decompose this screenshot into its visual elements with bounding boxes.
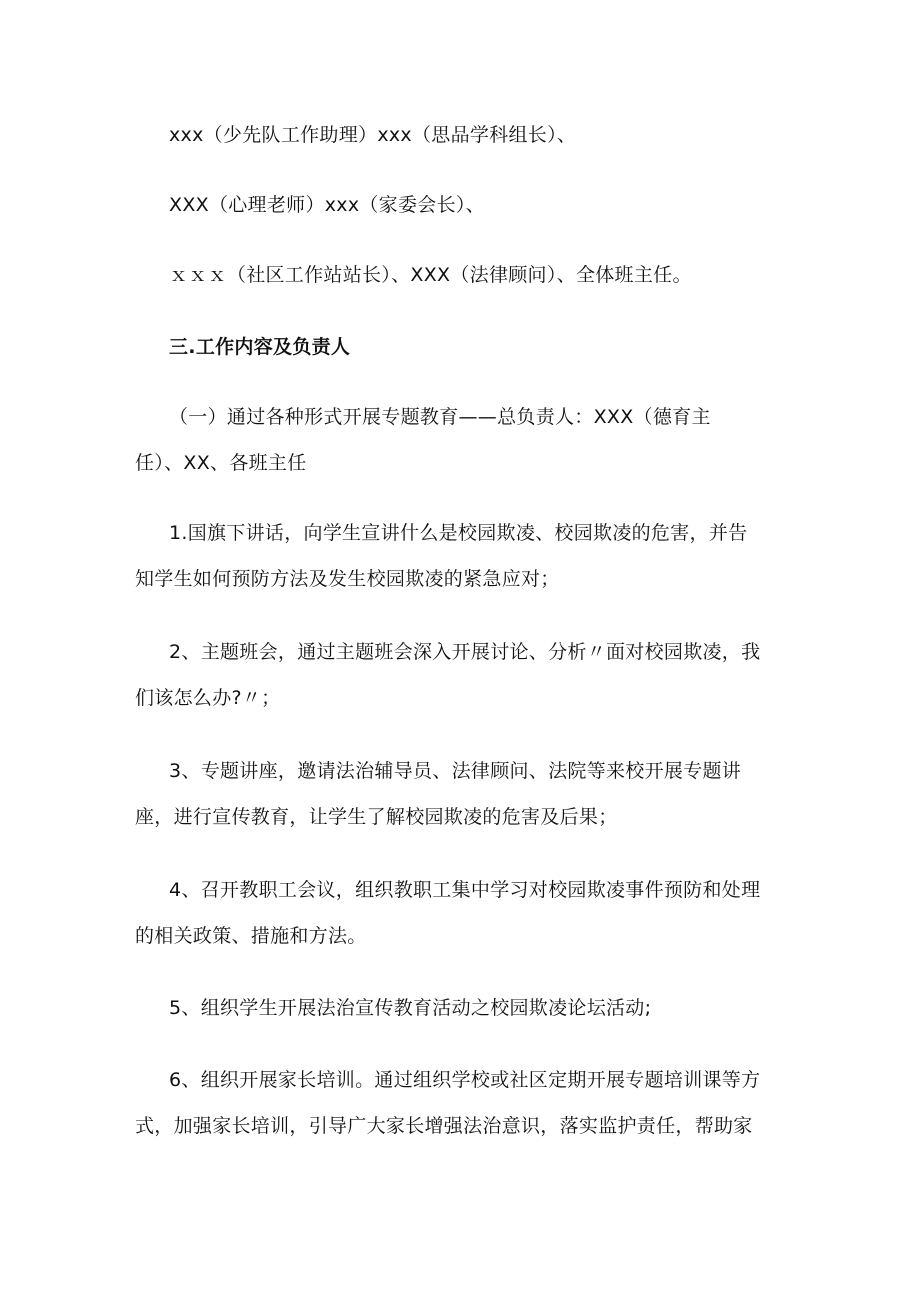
participants-line-1: xxx（少先队工作助理）xxx（思品学科组长）、 xyxy=(169,124,577,146)
item-6-line-1: 6、组织开展家长培训。通过组织学校或社区定期开展专题培训课等方 xyxy=(169,1069,761,1091)
item-6-line-2: 式，加强家长培训，引导广大家长增强法治意识，落实监护责任，帮助家 xyxy=(135,1115,753,1137)
item-1-line-1: 1.国旗下讲话，向学生宣讲什么是校园欺凌、校园欺凌的危害，并告 xyxy=(169,522,748,544)
item-2-line-1: 2、主题班会，通过主题班会深入开展讨论、分析〃面对校园欺凌，我 xyxy=(169,641,761,663)
item-2-line-2: 们该怎么办?〃； xyxy=(135,687,281,709)
item-4-line-2: 的相关政策、措施和方法。 xyxy=(135,925,367,947)
participants-line-2: XXX（心理老师）xxx（家委会长）、 xyxy=(169,194,485,216)
item-3-line-1: 3、专题讲座，邀请法治辅导员、法律顾问、法院等来校开展专题讲 xyxy=(169,760,742,782)
item-3-line-2: 座，进行宣传教育，让学生了解校园欺凌的危害及后果； xyxy=(135,806,618,828)
item-4-line-1: 4、召开教职工会议，组织教职工集中学习对校园欺凌事件预防和处理 xyxy=(169,879,761,901)
item-5-line-1: 5、组织学生开展法治宣传教育活动之校园欺凌论坛活动; xyxy=(169,997,652,1019)
subsection-1-line-1: （一）通过各种形式开展专题教育——总负责人：XXX（德育主 xyxy=(169,406,711,428)
section-3-heading: 三.工作内容及负责人 xyxy=(169,336,351,358)
participants-line-3: ｘｘｘ（社区工作站站长）、XXX（法律顾问）、全体班主任。 xyxy=(169,264,692,286)
item-1-line-2: 知学生如何预防方法及发生校园欺凌的紧急应对； xyxy=(135,568,560,590)
subsection-1-line-2: 任）、XX、各班主任 xyxy=(135,452,307,474)
